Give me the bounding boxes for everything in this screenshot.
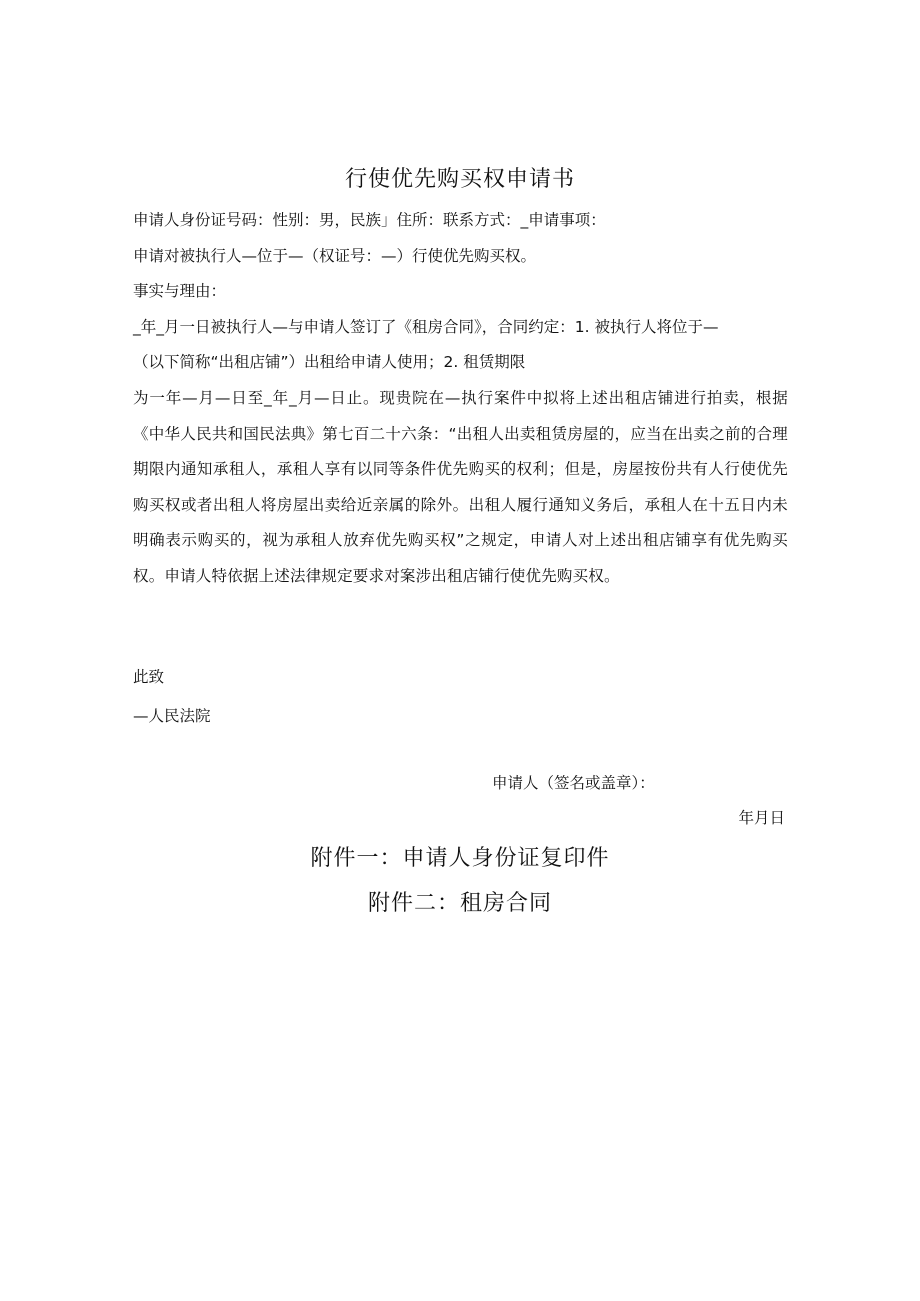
lease-line: （以下简称“出租店铺”）出租给申请人使用；2. 租赁期限 [133,353,526,371]
main-paragraph: 为一年—月—日至_年_月—日止。现贵院在—执行案件中拟将上述出租店铺进行拍卖，根据《中华人民共和国民法典》第七百二十六条：“出租人出卖租赁房屋的，应当在出卖之前的合理期限内通知承租人，承租人享有以同等条件优先购买的权利；但是，房屋按份共有人行使优先购买权或者出租人将房屋出卖给近亲属的除外。出租人履行通知义务后，承租人在十五日内未明确表示购买的，视为承租人放弃优先购买权”之规定，申请人对上述出租店铺享有优先购买权。申请人特依据上述法律规定要求对案涉出租店铺行使优先购买权。 [133,389,788,585]
addressee-court: —人民法院 [133,707,211,725]
closing-salutation: 此致 [133,668,165,686]
signature-label: 申请人（签名或盖章）： [492,774,655,792]
header-block [133,203,788,381]
date-label: 年月日 [738,809,785,827]
facts-heading: 事实与理由： [133,282,227,300]
request-line: 申请对被执行人—位于—（权证号：—）行使优先购买权。 [133,246,537,265]
document-title: 行使优先购买权申请书 [344,167,575,192]
attachment-2: 附件二：租房合同 [367,891,552,916]
applicant-info-line: 申请人身份证号码：性别：男，民族」住所：联系方式：_申请事项： [133,211,606,229]
contract-line: _年_月一日被执行人—与申请人签订了《租房合同》，合同约定：1. 被执行人将位于— [133,317,719,336]
attachment-1: 附件一：申请人身份证复印件 [310,846,610,871]
